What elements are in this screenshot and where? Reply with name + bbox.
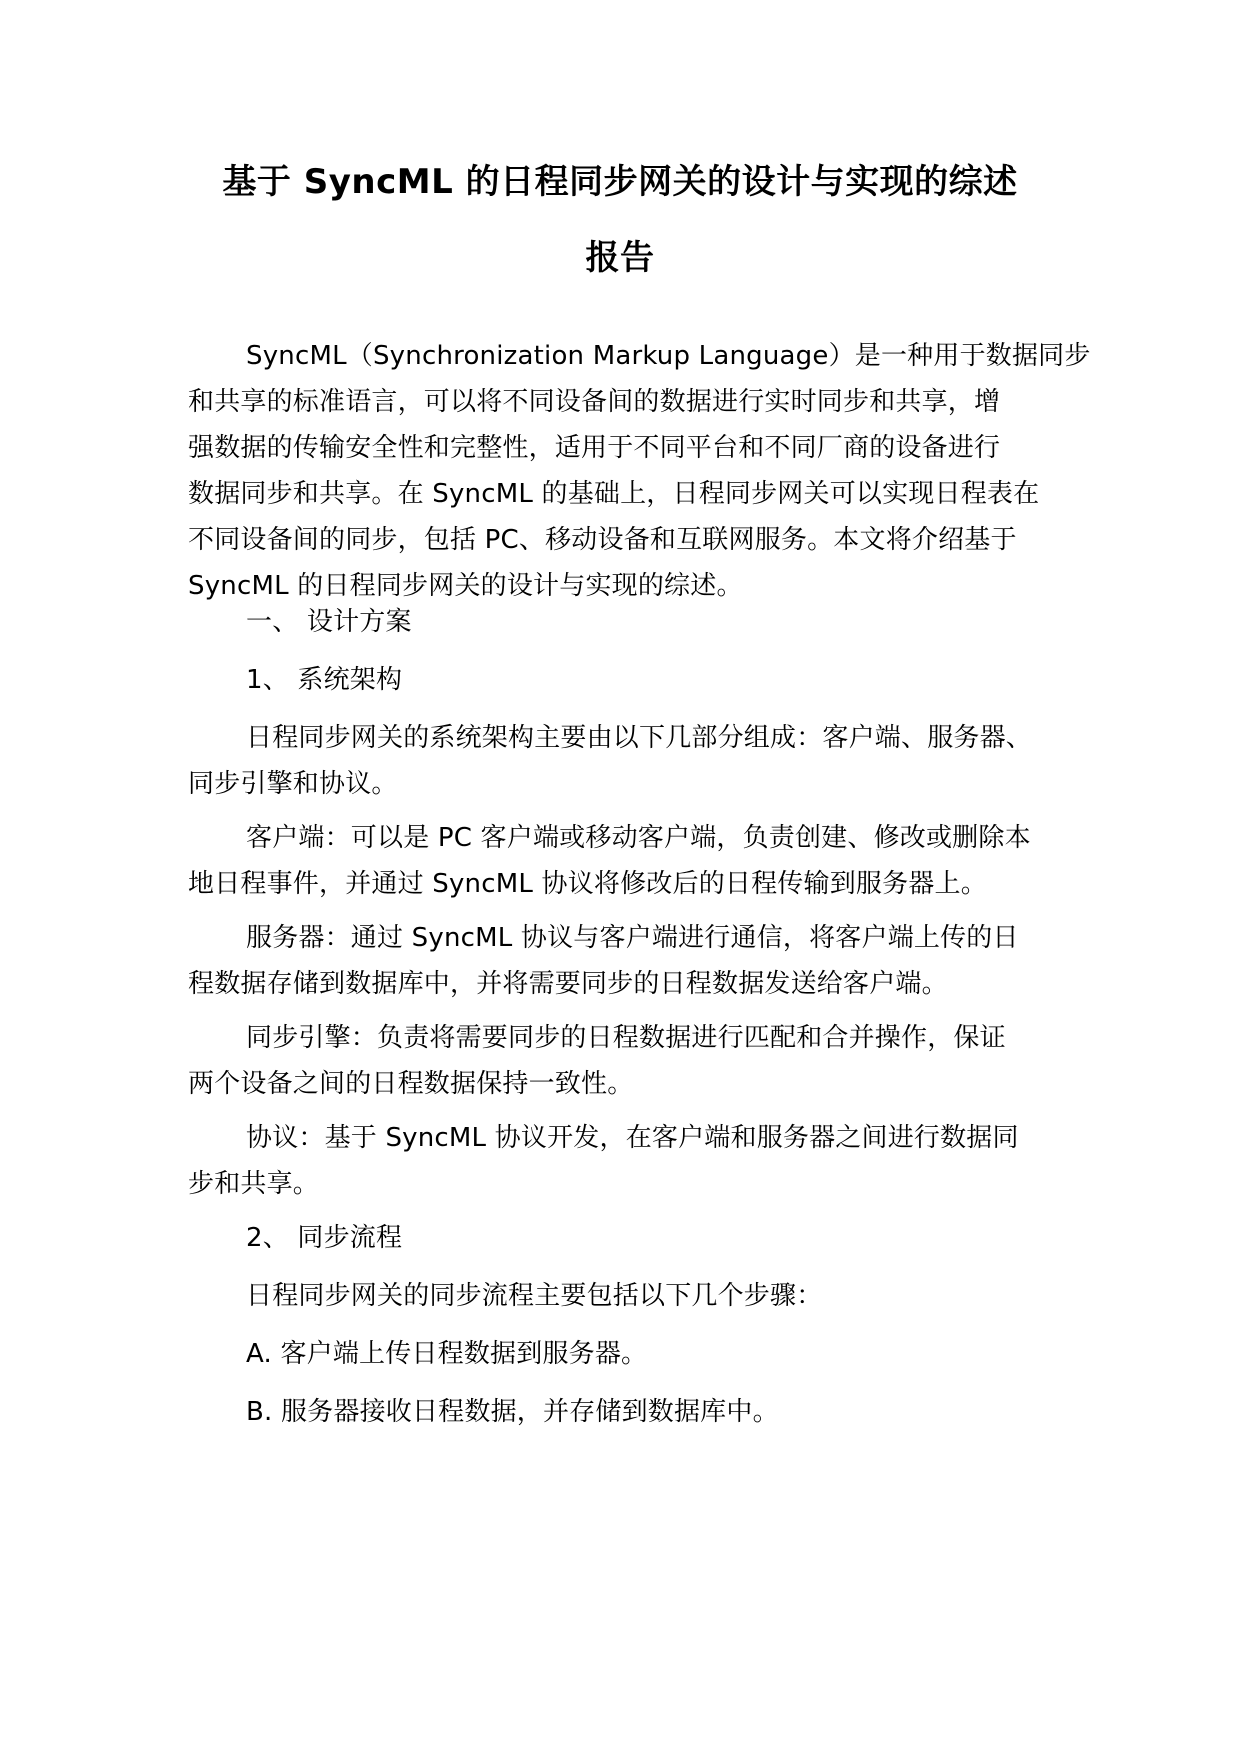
client-paragraph [188,815,1068,907]
sync-step-text: B. 服务器接收日程数据，并存储到数据库中。 [246,1397,779,1427]
sync-flow-line: 日程同步网关的同步流程主要包括以下几个步骤： [246,1281,823,1311]
architecture-line: 同步引擎和协议。 [188,769,398,799]
sync-step-b [188,1389,1068,1435]
subsection-heading-text: 2、 同步流程 [246,1223,403,1253]
intro-line: 强数据的传输安全性和完整性，适用于不同平台和不同厂商的设备进行 [188,433,1001,463]
protocol-paragraph [188,1115,1068,1207]
subsection-heading-sync-flow [188,1215,1068,1261]
sync-step-text: A. 客户端上传日程数据到服务器。 [246,1339,648,1369]
document-title-line-2: 报告 [585,238,655,278]
server-line: 程数据存储到数据库中，并将需要同步的日程数据发送给客户端。 [188,969,948,999]
intro-paragraph [188,333,1091,609]
architecture-line: 日程同步网关的系统架构主要由以下几部分组成：客户端、服务器、 [246,723,1033,753]
document-title-line-1: 基于 SyncML 的日程同步网关的设计与实现的综述 [222,162,1018,202]
subsection-heading-text: 1、 系统架构 [246,665,403,695]
subsection-heading-architecture [188,657,1068,703]
intro-line: SyncML（Synchronization Markup Language）是一种用于数据同步 [246,341,1091,371]
client-line: 客户端：可以是 PC 客户端或移动客户端，负责创建、修改或删除本 [246,823,1031,853]
section-heading-text: 一、 设计方案 [246,607,412,637]
server-line: 服务器：通过 SyncML 协议与客户端进行通信，将客户端上传的日 [246,923,1019,953]
sync-flow-paragraph [188,1273,1068,1319]
protocol-line: 步和共享。 [188,1169,320,1199]
section-heading-design [188,599,1068,645]
intro-line: 不同设备间的同步，包括 PC、移动设备和互联网服务。本文将介绍基于 [188,525,1017,555]
intro-line: 和共享的标准语言，可以将不同设备间的数据进行实时同步和共享，增 [188,387,1001,417]
protocol-line: 协议：基于 SyncML 协议开发，在客户端和服务器之间进行数据同 [246,1123,1019,1153]
sync-step-a [188,1331,1068,1377]
intro-line: SyncML 的日程同步网关的设计与实现的综述。 [188,571,743,601]
sync-engine-paragraph [188,1015,1068,1107]
sync-engine-line: 两个设备之间的日程数据保持一致性。 [188,1069,634,1099]
client-line: 地日程事件，并通过 SyncML 协议将修改后的日程传输到服务器上。 [188,869,987,899]
server-paragraph [188,915,1068,1007]
sync-engine-line: 同步引擎：负责将需要同步的日程数据进行匹配和合并操作，保证 [246,1023,1006,1053]
architecture-paragraph [188,715,1068,807]
intro-line: 数据同步和共享。在 SyncML 的基础上，日程同步网关可以实现日程表在 [188,479,1040,509]
